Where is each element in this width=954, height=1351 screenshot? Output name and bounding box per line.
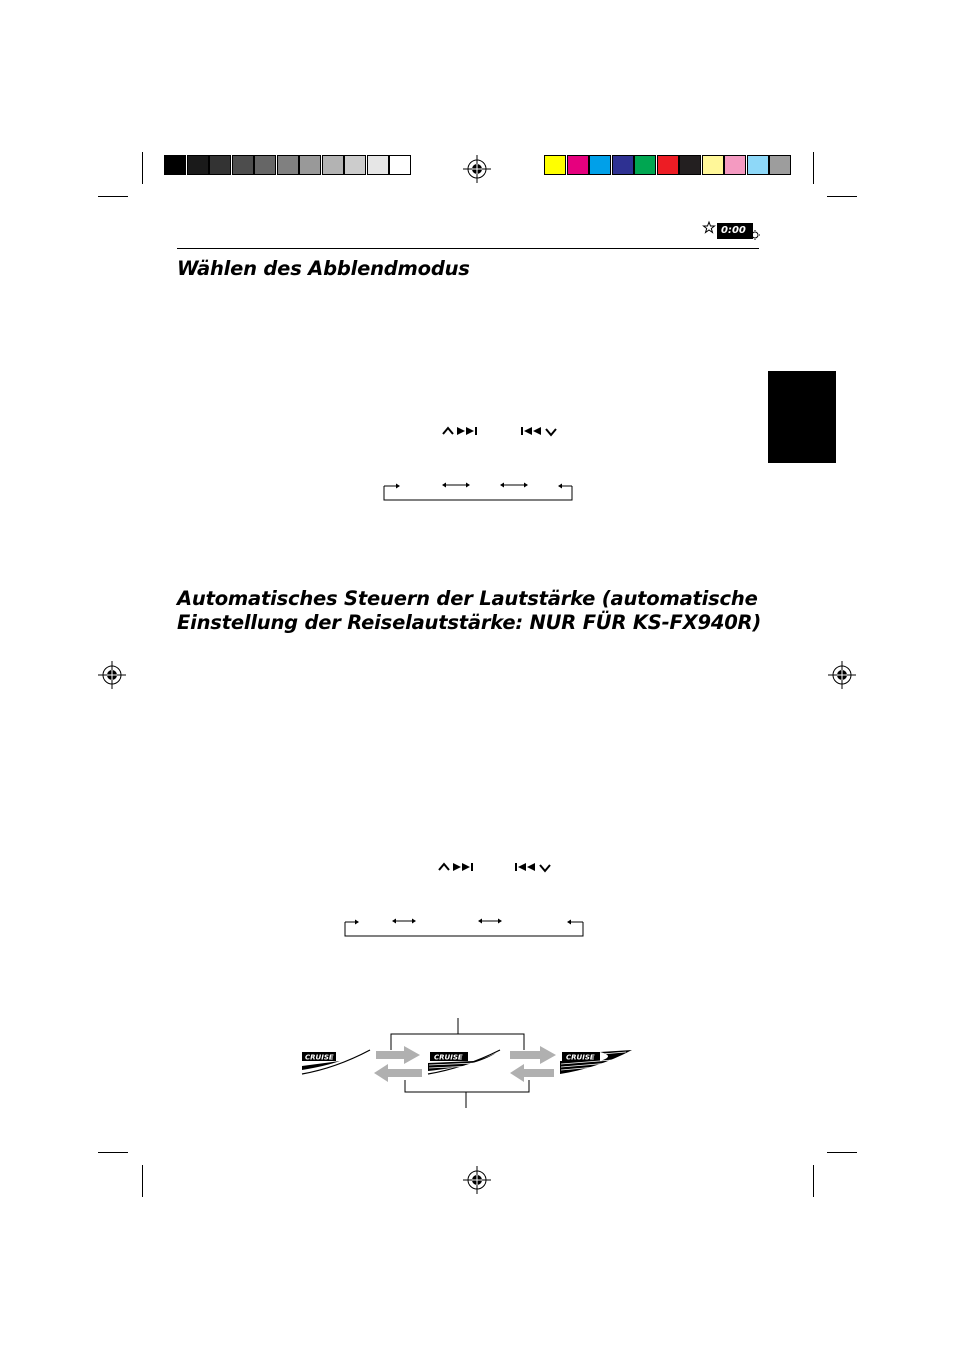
cruise-label: CRUISE [566, 1053, 595, 1062]
registration-target-icon [98, 661, 126, 689]
color-swatch [344, 155, 366, 175]
crop-mark [142, 1165, 143, 1197]
cruise-cycle-diagram [342, 914, 586, 940]
color-swatch [164, 155, 186, 175]
gray-arrow-left-icon [374, 1064, 422, 1082]
color-swatch [747, 155, 769, 175]
color-swatch [209, 155, 231, 175]
color-swatch [769, 155, 791, 175]
color-swatch [567, 155, 589, 175]
gray-arrow-right-icon [376, 1046, 420, 1064]
color-swatch [389, 155, 411, 175]
color-swatch [322, 155, 344, 175]
cruise-level-diagram [296, 1014, 636, 1110]
color-swatch [589, 155, 611, 175]
dimmer-cycle-diagram [380, 478, 576, 504]
color-swatch [724, 155, 746, 175]
registration-target-icon [463, 1166, 491, 1194]
crop-mark [813, 1165, 814, 1197]
down-prev-button-icon [512, 860, 556, 874]
crop-mark [98, 196, 128, 197]
crop-mark [827, 1152, 857, 1153]
cruise-indicator-icon [302, 1050, 370, 1074]
registration-target-icon [828, 661, 856, 689]
section-title-dimmer: Wählen des Abblendmodus [177, 257, 470, 280]
color-swatch [232, 155, 254, 175]
color-swatch [299, 155, 321, 175]
crop-mark [827, 196, 857, 197]
gray-arrow-right-icon [510, 1046, 556, 1064]
color-swatch [612, 155, 634, 175]
color-swatch [679, 155, 701, 175]
crop-mark [98, 1152, 128, 1153]
section-title-cruise-line2: Einstellung der Reiselautstärke: NUR FÜR KS-FX940R) [177, 611, 762, 634]
cruise-label: CRUISE [305, 1053, 334, 1062]
color-swatch [254, 155, 276, 175]
section-title-cruise-line1: Automatisches Steuern der Lautstärke (automatische [177, 587, 758, 610]
color-swatch [544, 155, 566, 175]
crop-mark [813, 152, 814, 184]
color-swatch [657, 155, 679, 175]
up-next-button-icon [440, 424, 484, 438]
gray-arrow-left-icon [510, 1064, 554, 1082]
color-swatch [277, 155, 299, 175]
color-swatch [634, 155, 656, 175]
cruise-indicator-icon [428, 1050, 500, 1074]
down-prev-button-icon [518, 424, 562, 438]
language-tab [768, 371, 836, 463]
crop-mark [142, 152, 143, 184]
up-next-button-icon [436, 860, 480, 874]
color-swatch [702, 155, 724, 175]
clock-display-text: 0:00 [721, 225, 746, 236]
cruise-label: CRUISE [434, 1053, 463, 1062]
header-rule [177, 248, 759, 249]
cruise-indicator-icon [560, 1050, 632, 1074]
registration-target-icon [463, 155, 491, 183]
color-swatch [187, 155, 209, 175]
color-swatch [367, 155, 389, 175]
